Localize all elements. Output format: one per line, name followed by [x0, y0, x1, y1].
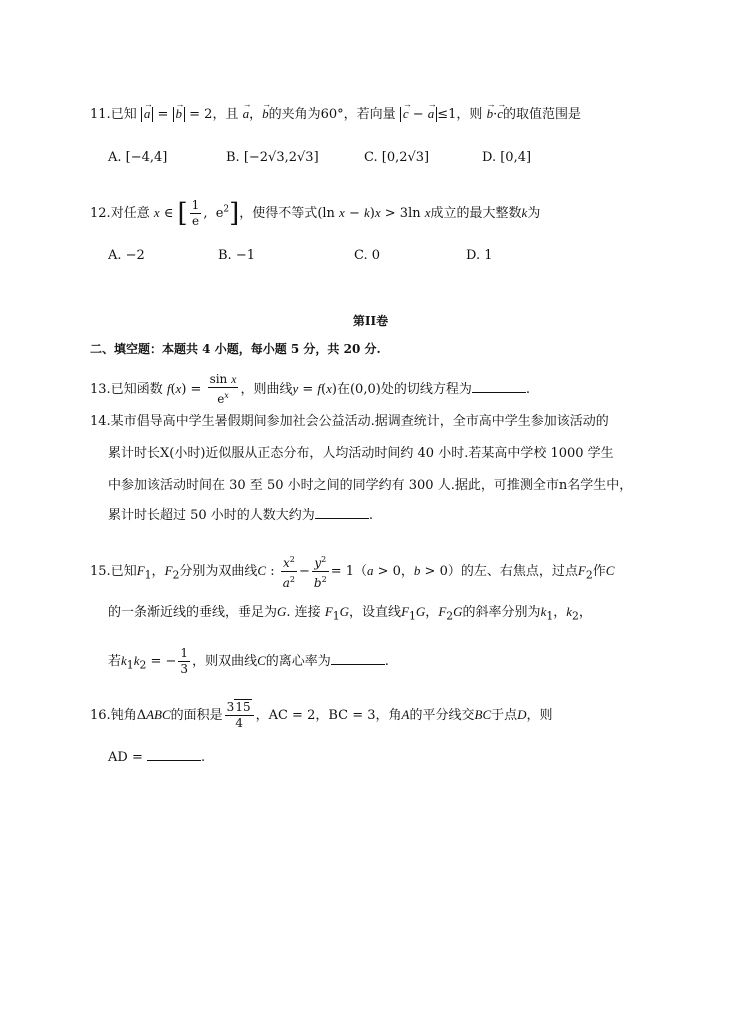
- section-heading: 二、填空题：本题共 4 小题，每小题 5 分，共 20 分.: [90, 342, 381, 356]
- q16-line1: 16.钝角ΔABC的面积是 $\frac{315}{4}$ ，AC = 2，BC = 3，角A的平分线交BC于点D，则: [90, 700, 553, 730]
- q13-line1: 13.已知函数 f(x) = $\frac{\text{sin x}}{e^x}$ ，则曲线y = f(x)在(0,0)处的切线方程为 .: [90, 372, 530, 406]
- q12-option-a: A. −2: [108, 248, 145, 263]
- q12-option-c: C. 0: [354, 248, 381, 263]
- q11-option-c: C. [0,2√3]: [364, 150, 430, 165]
- q15-line1: 15.已知$F_1$，$F_2$分别为双曲线C : $\frac{x^2}{a^2}$ − $\frac{y^2}{b^2}$ = 1（a > 0，b > 0）的左、右焦点，过点$F_2$作C: [90, 552, 614, 591]
- q12-line1: 12.对任意 x ∈ [ $\frac{1}{e}$ , $e^2$]，使得不等式(ln x − k)x > 3ln x成立的最大整数k为: [90, 198, 541, 229]
- q12-option-d: D. 1: [466, 248, 493, 263]
- q11-option-b: B. [−2√3,2√3]: [226, 150, 319, 165]
- q15-line3: 若$k_1k_2$ = − $\frac{1}{3}$ ，则双曲线C的离心率为 .: [108, 646, 389, 676]
- q16-line2: AD = .: [108, 750, 206, 765]
- q11-option-a: A. [−4,4]: [108, 150, 168, 165]
- q14-line3: 中参加该活动时间在 30 至 50 小时之间的同学约有 300 人.据此，可推测全市n名学生中，: [108, 478, 633, 493]
- q14-line4: 累计时长超过 50 小时的人数大约为 .: [108, 508, 373, 523]
- section-title: 第II卷: [352, 314, 389, 328]
- q14-line2: 累计时长X(小时)近似服从正态分布，人均活动时间约 40 小时.若某高中学校 1000 学生: [108, 446, 614, 461]
- q15-line2: 的一条渐近线的垂线，垂足为G. 连接 $F_1G$，设直线$F_1G$，$F_2G$的斜率分别为$k_1$，$k_2$，: [108, 604, 592, 623]
- q11-line1: 11.已知 → a = → b = 2，且 → a，→ b的夹角为60°，若向量 → c − → a ≤1，则 → b·→ c的取值范围是: [90, 104, 581, 125]
- q12-option-b: B. −1: [218, 248, 255, 263]
- q14-line1: 14.某市倡导高中学生暑假期间参加社会公益活动.据调查统计，全市高中学生参加该活动的: [90, 414, 609, 429]
- q11-option-d: D. [0,4]: [482, 150, 532, 165]
